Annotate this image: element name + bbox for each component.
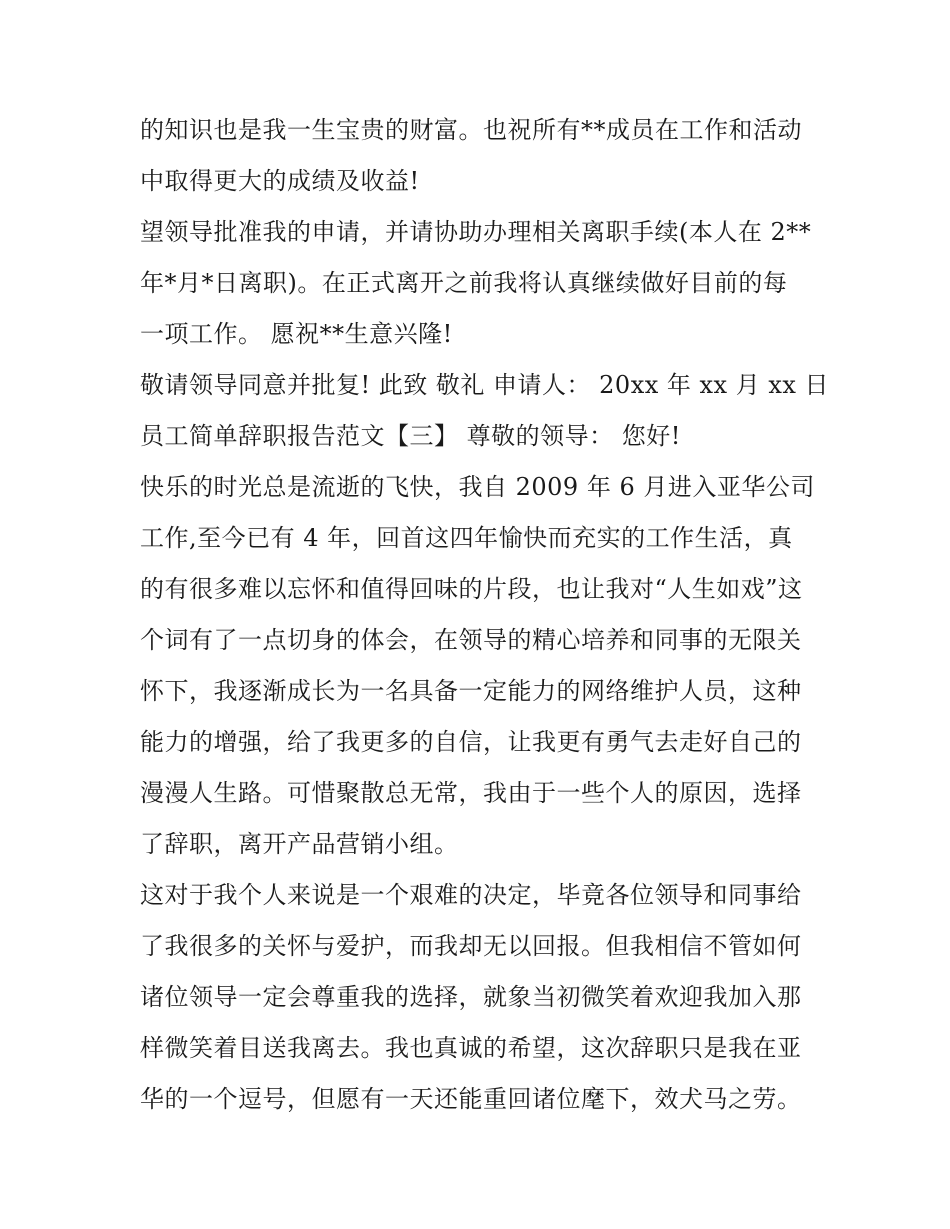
text-line: 漫漫人生路。可惜聚散总无常，我由于一些个人的原因，选择 <box>140 779 802 807</box>
text-line: 这对于我个人来说是一个艰难的决定，毕竟各位领导和同事给 <box>140 881 802 909</box>
text-line: 敬请领导同意并批复! 此致 敬礼 申请人： 20xx 年 xx 月 xx 日 <box>140 371 830 399</box>
text-line: 个词有了一点切身的体会，在领导的精心培养和同事的无限关 <box>140 626 802 654</box>
text-line: 样微笑着目送我离去。我也真诚的希望，这次辞职只是我在亚 <box>140 1034 802 1062</box>
text-line: 一项工作。 愿祝**生意兴隆! <box>140 320 453 348</box>
text-line: 了我很多的关怀与爱护，而我却无以回报。但我相信不管如何 <box>140 932 802 960</box>
text-line: 快乐的时光总是流逝的飞快，我自 2009 年 6 月进入亚华公司 <box>140 473 815 501</box>
document-body <box>140 105 830 1125</box>
text-line: 中取得更大的成绩及收益! <box>140 167 420 195</box>
text-line: 的知识也是我一生宝贵的财富。也祝所有**成员在工作和活动 <box>140 116 802 144</box>
text-line: 工作,至今已有 4 年，回首这四年愉快而充实的工作生活，真 <box>140 524 793 552</box>
text-line: 的有很多难以忘怀和值得回味的片段，也让我对“人生如戏”这 <box>140 575 803 603</box>
text-line: 望领导批准我的申请，并请协助办理相关离职手续(本人在 2** <box>140 218 812 246</box>
text-line: 能力的增强，给了我更多的自信，让我更有勇气去走好自己的 <box>140 728 802 756</box>
text-line: 华的一个逗号，但愿有一天还能重回诸位麾下，效犬马之劳。 <box>140 1085 802 1113</box>
text-line: 诸位领导一定会尊重我的选择，就象当初微笑着欢迎我加入那 <box>140 983 802 1011</box>
text-line: 年*月*日离职)。在正式离开之前我将认真继续做好目前的每 <box>140 269 788 297</box>
section-heading-line: 员工简单辞职报告范文【三】 尊敬的领导： 您好! <box>140 422 681 450</box>
text-line: 了辞职，离开产品营销小组。 <box>140 830 459 858</box>
text-line: 怀下，我逐渐成长为一名具备一定能力的网络维护人员，这种 <box>140 677 802 705</box>
